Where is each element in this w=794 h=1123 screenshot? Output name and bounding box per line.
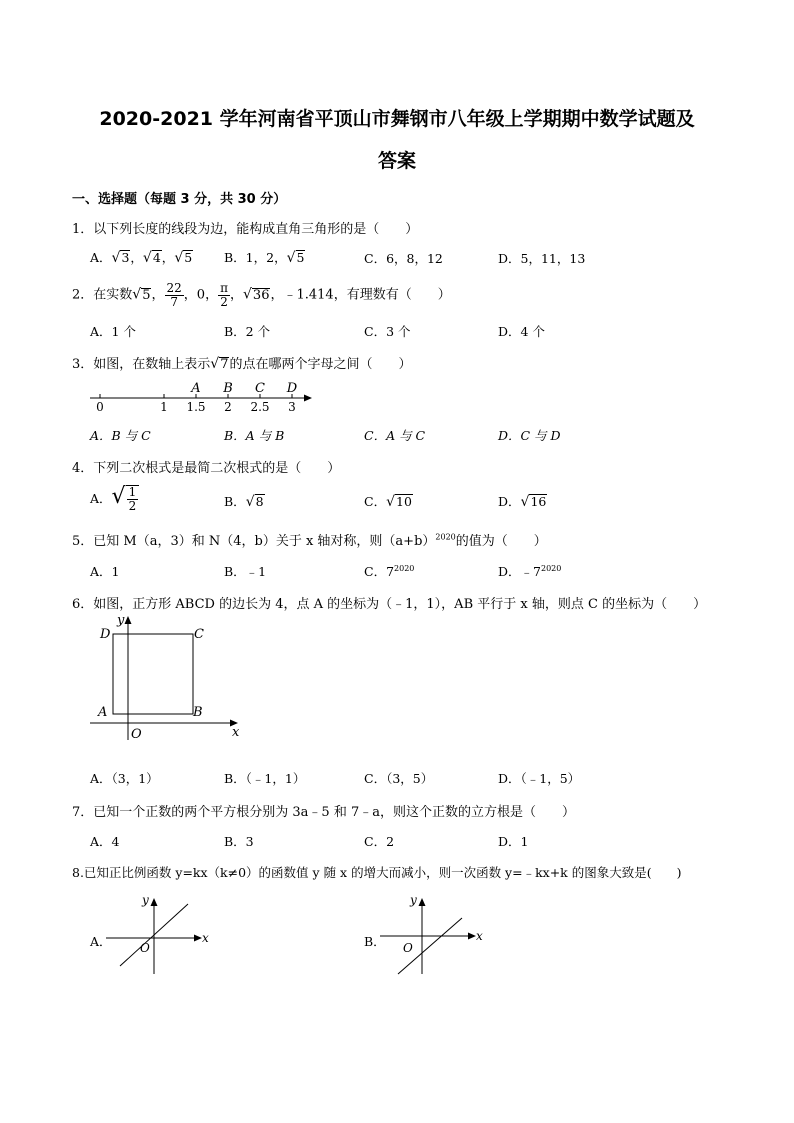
q8b-label-o: O bbox=[403, 941, 413, 955]
q5-option-b: B．﹣1 bbox=[224, 564, 267, 579]
q8-option-a-label: A． bbox=[90, 934, 112, 949]
q2-fraction-1: $\frac{22}{7}$ bbox=[166, 281, 182, 309]
fig6-label-y: y bbox=[117, 613, 125, 628]
number-line-letters bbox=[190, 381, 297, 396]
question-1-stem: 1．以下列长度的线段为边，能构成直角三角形的是（ ） bbox=[72, 222, 419, 237]
q8-option-b-graph bbox=[378, 890, 488, 975]
fig6-y-arrow bbox=[125, 616, 132, 624]
q8b-y-arrow bbox=[419, 898, 426, 906]
fig6-label-a: A bbox=[98, 705, 108, 720]
q3-option-d: D．C 与 D bbox=[498, 428, 561, 443]
q7-option-b: B．3 bbox=[224, 834, 254, 849]
q5-exponent: 2020 bbox=[435, 532, 456, 542]
q3-option-b: B．A 与 B bbox=[224, 428, 285, 443]
q8a-y-arrow bbox=[151, 898, 158, 906]
q1-option-b: B．1，2，√5 bbox=[224, 250, 305, 266]
q2-radicand-1: 5 bbox=[142, 287, 151, 303]
question-4-stem: 4．下列二次根式是最简二次根式的是（ ） bbox=[72, 461, 341, 476]
q8b-label-x: x bbox=[476, 929, 483, 943]
q3-option-a: A．B 与 C bbox=[90, 428, 151, 443]
q4-d-radicand: 16 bbox=[530, 494, 547, 509]
number-line-letter-c: C bbox=[255, 381, 265, 396]
question-6-stem: 6．如图，正方形 ABCD 的边长为 4，点 A 的坐标为（﹣1，1），AB 平行于 x 轴，则点 C 的坐标为（ ） bbox=[72, 597, 707, 612]
q2-stem-post: ，有理数有（ ） bbox=[333, 287, 451, 303]
q4-option-c: C．√10 bbox=[364, 494, 412, 510]
q8a-x-arrow bbox=[194, 935, 202, 942]
q2-stem-pre: 2．在实数 bbox=[72, 287, 133, 303]
square-abcd bbox=[113, 634, 193, 714]
q8a-label-o: O bbox=[140, 941, 150, 955]
fig6-label-x: x bbox=[232, 725, 240, 740]
q6-option-d: D．（﹣1，5） bbox=[498, 771, 581, 786]
number-line-tick-label: 3 bbox=[288, 400, 296, 414]
q4-option-b: B．√8 bbox=[224, 494, 264, 510]
question-3-stem: 3．如图，在数轴上表示√7的点在哪两个字母之间（ ） bbox=[72, 356, 412, 372]
q5-option-a: A．1 bbox=[90, 564, 120, 579]
q6-option-b: B．（﹣1，1） bbox=[224, 771, 306, 786]
fig6-label-o: O bbox=[131, 727, 142, 742]
number-line-arrow bbox=[304, 395, 312, 402]
number-line-tick-label: 1.5 bbox=[186, 400, 206, 414]
q7-option-a: A．4 bbox=[90, 834, 120, 849]
q2-option-c: C．3 个 bbox=[364, 324, 411, 339]
q5-c-exponent: 2020 bbox=[394, 563, 415, 573]
number-line-ticks bbox=[96, 394, 296, 414]
q4-d-prefix: D． bbox=[498, 494, 521, 509]
q4-c-radicand: 10 bbox=[396, 494, 412, 509]
q8-option-a-graph bbox=[104, 890, 214, 975]
q3-stem-post: 的点在哪两个字母之间（ ） bbox=[229, 357, 412, 372]
q3-option-c: C．A 与 C bbox=[364, 428, 426, 443]
q7-option-d: D．1 bbox=[498, 834, 529, 849]
number-line-letter-b: B bbox=[223, 381, 233, 396]
section-heading: 一、选择题（每题 3 分，共 30 分） bbox=[72, 192, 287, 207]
q4-option-d: D．√16 bbox=[498, 494, 547, 510]
q1-a-radicand-3: 5 bbox=[184, 250, 193, 265]
q5-d-base: D．﹣7 bbox=[498, 564, 541, 579]
number-line-tick-label: 2.5 bbox=[250, 400, 270, 414]
number-line-letter-d: D bbox=[286, 381, 298, 396]
q5-d-exponent: 2020 bbox=[540, 563, 562, 573]
q4-a-fraction: $\frac{1}{2}$ bbox=[128, 485, 137, 513]
question-2-stem: 2．在实数√5， $\frac{22}{7}$ ，0， $\frac{\pi}{2}$ ，√36，﹣1.414，有理数有（ ） bbox=[72, 281, 451, 309]
q2-fraction-2: $\frac{\pi}{2}$ bbox=[220, 281, 228, 309]
q1-a-radicand-1: 3 bbox=[121, 250, 130, 265]
q5-stem: 5．已知 M（a，3）和 N（4，b）关于 x 轴对称，则（a+b） bbox=[72, 534, 436, 549]
q2-negative: ﹣1.414 bbox=[283, 287, 334, 303]
q1-option-c: C．6，8，12 bbox=[364, 251, 443, 266]
q6-option-c: C．（3，5） bbox=[364, 771, 434, 786]
number-line-figure bbox=[88, 378, 318, 416]
fig6-label-b: B bbox=[193, 705, 203, 720]
square-coordinate-figure bbox=[88, 612, 248, 742]
page-title-line1: 2020-2021 学年河南省平顶山市舞钢市八年级上学期期中数学试题及 bbox=[99, 108, 695, 130]
q4-b-radicand: 8 bbox=[255, 494, 264, 509]
fig6-label-d: D bbox=[100, 627, 111, 642]
number-line-tick-label: 2 bbox=[224, 400, 232, 414]
q3-radicand: 7 bbox=[220, 357, 229, 372]
q8b-x-arrow bbox=[468, 933, 476, 940]
q4-a-prefix: A． bbox=[90, 491, 112, 506]
q8a-label-x: x bbox=[202, 931, 209, 945]
q1-option-a: A．√3，√4，√5 bbox=[90, 250, 193, 266]
q2-option-b: B．2 个 bbox=[224, 324, 271, 339]
q1-b-prefix: B．1，2， bbox=[224, 250, 287, 265]
q7-option-c: C．2 bbox=[364, 834, 395, 849]
q8-option-b-label: B． bbox=[364, 934, 386, 949]
q4-option-a: A．√ $\frac{1}{2}$ bbox=[90, 484, 139, 513]
q4-c-prefix: C． bbox=[364, 494, 387, 509]
q5-c-base: C．7 bbox=[364, 564, 395, 579]
fig6-label-c: C bbox=[194, 627, 204, 642]
q1-a-radicand-2: 4 bbox=[152, 250, 161, 265]
question-7-stem: 7．已知一个正数的两个平方根分别为 3a﹣5 和 7﹣a，则这个正数的立方根是（ ） bbox=[72, 805, 575, 820]
q2-radicand-2: 36 bbox=[252, 287, 270, 303]
q5-option-d bbox=[498, 562, 561, 580]
q8b-label-y: y bbox=[410, 893, 417, 907]
q2-zero: 0 bbox=[196, 287, 206, 303]
q3-stem-pre: 3．如图，在数轴上表示 bbox=[72, 357, 211, 372]
q1-option-d: D．5，11，13 bbox=[498, 251, 586, 266]
number-line-tick-label: 1 bbox=[160, 400, 168, 414]
q1-a-prefix: A． bbox=[90, 250, 112, 265]
number-line-tick-label: 0 bbox=[96, 400, 104, 414]
question-5-stem bbox=[72, 530, 547, 549]
page-title-line2: 答案 bbox=[377, 150, 416, 172]
q4-b-prefix: B． bbox=[224, 494, 246, 509]
q2-option-a: A．1 个 bbox=[90, 324, 136, 339]
question-8-stem: 8.已知正比例函数 y=kx（k≠0）的函数值 y 随 x 的增大而减小，则一次函数 y=﹣kx+k 的图象大致是( ) bbox=[72, 865, 682, 880]
number-line-letter-a: A bbox=[191, 381, 201, 396]
q1-b-radicand: 5 bbox=[296, 250, 305, 265]
q5-stem-post: 的值为（ ） bbox=[455, 534, 547, 549]
q2-option-d: D．4 个 bbox=[498, 324, 545, 339]
q8a-label-y: y bbox=[142, 893, 149, 907]
q5-option-c bbox=[364, 562, 414, 580]
q6-option-a: A．（3，1） bbox=[90, 771, 159, 786]
